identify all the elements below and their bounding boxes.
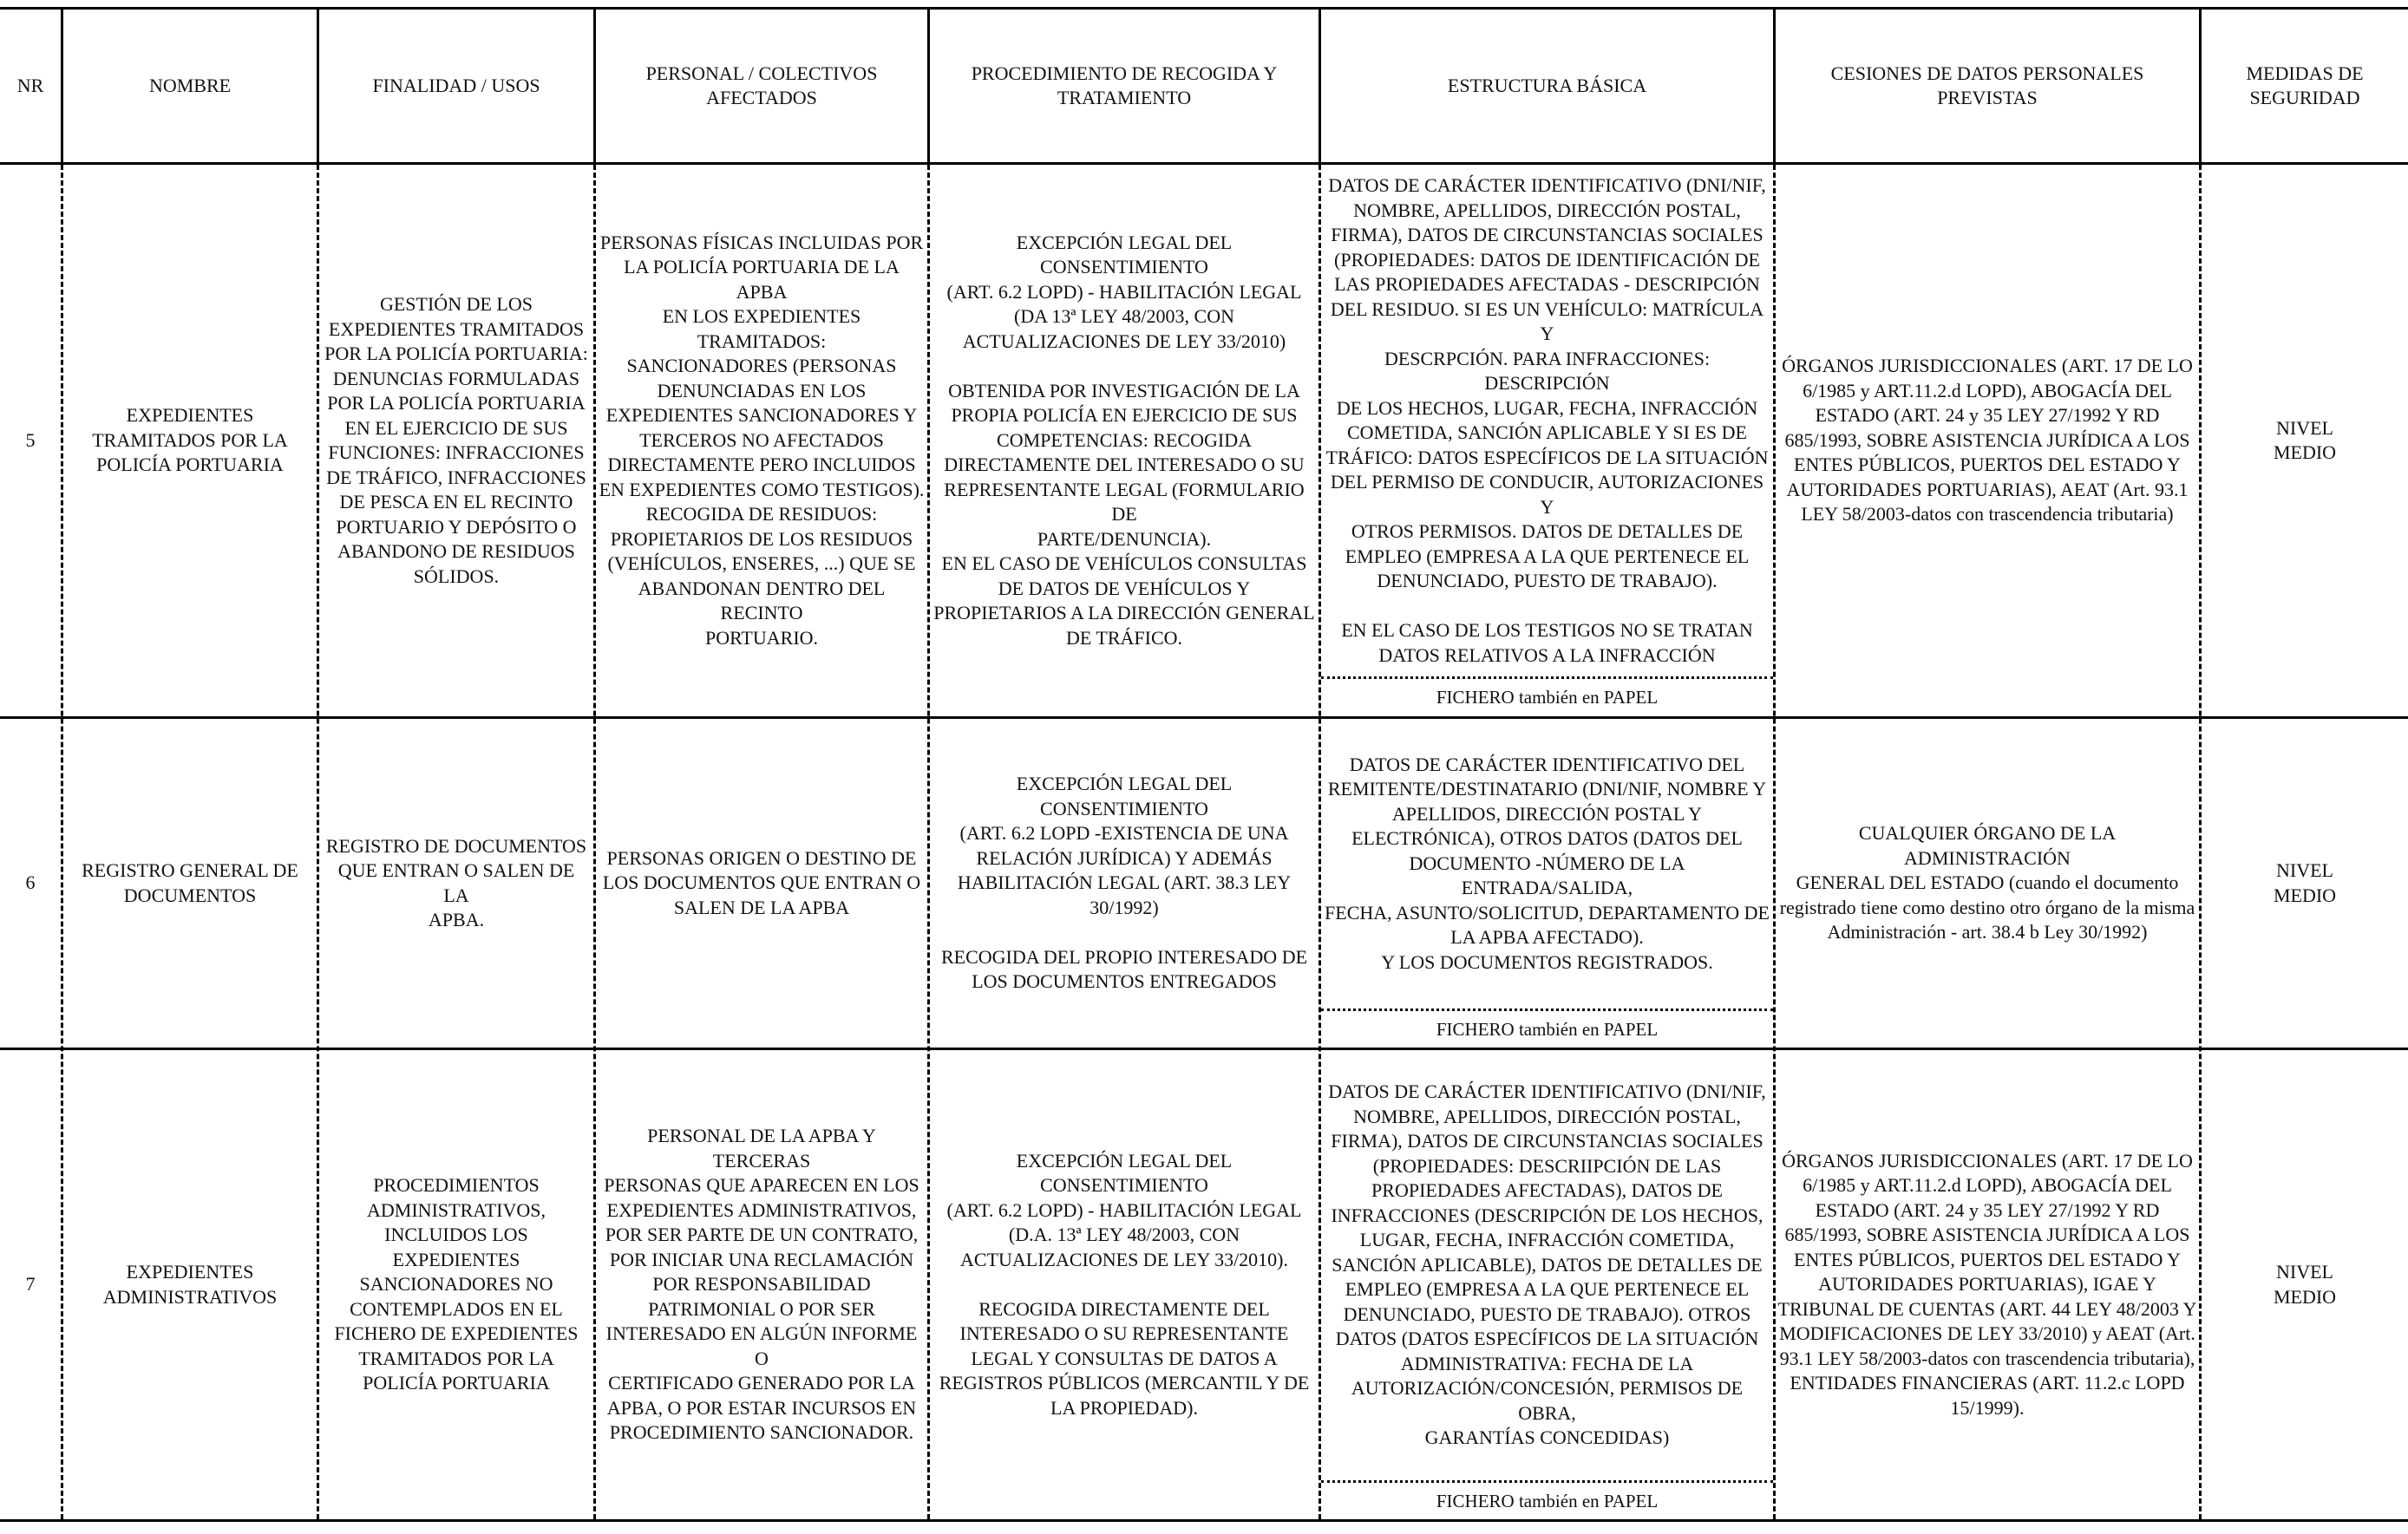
table-row-5-finalidad: GESTIÓN DE LOS EXPEDIENTES TRAMITADOS POR LA POLICÍA PORTUARIA: DENUNCIAS FORMULADAS POR LA POLICÍA PORTUARIA EN EL EJERCICIO DE SUS FUNCIONES: INFRACCIONES DE TRÁFICO, INFRACCIONES DE PESCA EN EL RECINTO PORTUARIO Y DEPÓSITO O ABANDONO DE RESIDUOS SÓLIDOS. xyxy=(324,293,588,587)
header-personal: PERSONAL / COLECTIVOS AFECTADOS xyxy=(645,62,878,108)
table-row-7-procedimiento: EXCEPCIÓN LEGAL DEL CONSENTIMIENTO (ART. 6.2 LOPD) - HABILITACIÓN LEGAL (D.A. 13ª LEY 48/2003, CON ACTUALIZACIONES DE LEY 33/2010). RECOGIDA DIRECTAMENTE DEL INTERESADO O SU REPRESENTANTE LEGAL Y CONSULTAS DE DATOS A REGISTROS PÚBLICOS (MERCANTIL Y DE LA PROPIEDAD). xyxy=(939,1149,1310,1419)
table-row-6-personal: PERSONAS ORIGEN O DESTINO DE LOS DOCUMENTOS QUE ENTRAN O SALEN DE LA APBA xyxy=(602,846,921,918)
header-estructura: ESTRUCTURA BÁSICA xyxy=(1447,75,1647,96)
table-row-5-estructura: DATOS DE CARÁCTER IDENTIFICATIVO (DNI/NIF, NOMBRE, APELLIDOS, DIRECCIÓN POSTAL, FIRMA), DATOS DE CIRCUNSTANCIAS SOCIALES (PROPIEDADES: DATOS DE IDENTIFICACIÓN DE LAS PROPIEDADES AFECTADAS - DESCRIPCIÓN DEL RESIDUO. SI ES UN VEHÍCULO: MATRÍCULA Y DESCRPCIÓN. PARA INFRACCIONES: DESCRIPCIÓN DE LOS HECHOS, LUGAR, FECHA, INFRACCIÓN COMETIDA, SANCIÓN APLICABLE Y SI ES DE TRÁFICO: DATOS ESPECÍFICOS DE LA SITUACIÓN DEL PERMISO DE CONDUCIR, AUTORIZACIONES Y OTROS PERMISOS. DATOS DE DETALLES DE EMPLEO (EMPRESA A LA QUE PERTENECE EL DENUNCIADO, PUESTO DE TRABAJO). EN EL CASO DE LOS TESTIGOS NO SE TRATAN DATOS RELATIVOS A LA INFRACCIÓN xyxy=(1325,174,1769,666)
table-row-7-nombre: EXPEDIENTES ADMINISTRATIVOS xyxy=(102,1261,278,1308)
table-row-5-procedimiento: EXCEPCIÓN LEGAL DEL CONSENTIMIENTO (ART. 6.2 LOPD) - HABILITACIÓN LEGAL (DA 13ª LEY 48/2003, CON ACTUALIZACIONES DE LEY 33/2010) OBTENIDA POR INVESTIGACIÓN DE LA PROPIA POLICÍA EN EJERCICIO DE SUS COMPETENCIAS: RECOGIDA DIRECTAMENTE DEL INTERESADO O SU REPRESENTANTE LEGAL (FORMULARIO DE PARTE/DENUNCIA). EN EL CASO DE VEHÍCULOS CONSULTAS DE DATOS DE VEHÍCULOS Y PROPIETARIOS A LA DIRECCIÓN GENERAL DE TRÁFICO. xyxy=(933,231,1315,649)
table-row-5-fichero: FICHERO también en PAPEL xyxy=(1436,687,1659,708)
header-procedimiento: PROCEDIMIENTO DE RECOGIDA Y TRATAMIENTO xyxy=(971,62,1278,108)
table-row-7-estructura: DATOS DE CARÁCTER IDENTIFICATIVO (DNI/NIF, NOMBRE, APELLIDOS, DIRECCIÓN POSTAL, FIRMA), DATOS DE CIRCUNSTANCIAS SOCIALES (PROPIEDADES: DESCRIIPCIÓN DE LAS PROPIEDADES AFECTADAS), DATOS DE INFRACCIONES (DESCRIPCIÓN DE LOS HECHOS, LUGAR, FECHA, INFRACCIÓN COMETIDA, SANCIÓN APLICABLE), DATOS DE DETALLES DE EMPLEO (EMPRESA A LA QUE PERTENECE EL DENUNCIADO, PUESTO DE TRABAJO). OTROS DATOS (DATOS ESPECÍFICOS DE LA SITUACIÓN ADMINISTRATIVA: FECHA DE LA AUTORIZACIÓN/CONCESIÓN, PERMISOS DE OBRA, GARANTÍAS CONCEDIDAS) xyxy=(1328,1080,1766,1449)
table-row-6-estructura: DATOS DE CARÁCTER IDENTIFICATIVO DEL REMITENTE/DESTINATARIO (DNI/NIF, NOMBRE Y APELLIDOS, DIRECCIÓN POSTAL Y ELECTRÓNICA), OTROS DATOS (DATOS DEL DOCUMENTO -NÚMERO DE LA ENTRADA/SALIDA, FECHA, ASUNTO/SOLICITUD, DEPARTAMENTO DE LA APBA AFECTADO). Y LOS DOCUMENTOS REGISTRADOS. xyxy=(1325,753,1770,973)
header-nr: NR xyxy=(16,75,44,96)
table-bottom-border xyxy=(0,1519,2408,1522)
table-row-5-personal: PERSONAS FÍSICAS INCLUIDAS POR LA POLICÍA PORTUARIA DE LA APBA EN LOS EXPEDIENTES TRAMITADOS: SANCIONADORES (PERSONAS DENUNCIADAS EN LOS EXPEDIENTES SANCIONADORES Y TERCEROS NO AFECTADOS DIRECTAMENTE PERO INCLUIDOS EN EXPEDIENTES COMO TESTIGOS). RECOGIDA DE RESIDUOS: PROPIETARIOS DE LOS RESIDUOS (VEHÍCULOS, ENSERES, ...) QUE SE ABANDONAN DENTRO DEL RECINTO PORTUARIO. xyxy=(599,231,925,649)
header-nombre: NOMBRE xyxy=(148,75,232,96)
table-row-6-fichero: FICHERO también en PAPEL xyxy=(1436,1018,1659,1040)
header-finalidad: FINALIDAD / USOS xyxy=(372,75,540,96)
table-row-7-fichero: FICHERO también en PAPEL xyxy=(1436,1490,1659,1511)
table-row-6-medidas: NIVEL MEDIO xyxy=(2273,859,2337,906)
table-row-5-cesiones: ÓRGANOS JURISDICCIONALES (ART. 17 DE LO 6/1985 y ART.11.2.d LOPD), ABOGACÍA DEL ESTADO (ART. 24 y 35 LEY 27/1992 Y RD 685/1993, SOBRE ASISTENCIA JURÍDICA A LOS ENTES PÚBLICOS, PUERTOS DEL ESTADO Y AUTORIDADES PORTUARIAS), AEAT (Art. 93.1 LEY 58/2003-datos con trascendencia tributaria) xyxy=(1782,355,2193,525)
table-row-6-procedimiento: EXCEPCIÓN LEGAL DEL CONSENTIMIENTO (ART. 6.2 LOPD -EXISTENCIA DE UNA RELACIÓN JURÍDICA) Y ADEMÁS HABILITACIÓN LEGAL (ART. 38.3 LEY 30/1992) RECOGIDA DEL PROPIO INTERESADO DE LOS DOCUMENTOS ENTREGADOS xyxy=(940,773,1308,993)
table-row-5-nombre: EXPEDIENTES TRAMITADOS POR LA POLICÍA PORTUARIA xyxy=(92,404,288,476)
table-row-6-finalidad: REGISTRO DE DOCUMENTOS QUE ENTRAN O SALEN DE LA APBA. xyxy=(325,834,587,930)
table-row-5-nr: 5 xyxy=(25,428,36,451)
table-row-6-cesiones: CUALQUIER ÓRGANO DE LA ADMINISTRACIÓN GENERAL DEL ESTADO (cuando el documento registrado tiene como destino otro órgano de la misma Administración - art. 38.4 b Ley 30/1992) xyxy=(1779,822,2195,943)
table-row-7-medidas: NIVEL MEDIO xyxy=(2273,1261,2337,1308)
table-row-6-nr: 6 xyxy=(25,871,36,894)
header-cesiones: CESIONES DE DATOS PERSONALES PREVISTAS xyxy=(1830,62,2144,108)
table-row-5-medidas: NIVEL MEDIO xyxy=(2273,416,2337,463)
table-row-7-personal: PERSONAL DE LA APBA Y TERCERAS PERSONAS QUE APARECEN EN LOS EXPEDIENTES ADMINISTRATIVOS, POR SER PARTE DE UN CONTRATO, POR INICIAR UNA RECLAMACIÓN POR RESPONSABILIDAD PATRIMONIAL O POR SER INTERESADO EN ALGÚN INFORME O CERTIFICADO GENERADO POR LA APBA, O POR ESTAR INCURSOS EN PROCEDIMIENTO SANCIONADOR. xyxy=(604,1125,919,1444)
header-medidas: MEDIDAS DE SEGURIDAD xyxy=(2246,62,2364,108)
table-row-7-cesiones: ÓRGANOS JURISDICCIONALES (ART. 17 DE LO 6/1985 y ART.11.2.d LOPD), ABOGACÍA DEL ESTADO (ART. 24 y 35 LEY 27/1992 Y RD 685/1993, SOBRE ASISTENCIA JURÍDICA A LOS ENTES PÚBLICOS, PUERTOS DEL ESTADO Y AUTORIDADES PORTUARIAS), IGAE Y TRIBUNAL DE CUENTAS (ART. 44 LEY 48/2003 Y MODIFICACIONES DE LEY 33/2010) y AEAT (Art. 93.1 LEY 58/2003-datos con trascendencia tributaria), ENTIDADES FINANCIERAS (ART. 11.2.c LOPD 15/1999). xyxy=(1777,1149,2197,1419)
table-row-7-finalidad: PROCEDIMIENTOS ADMINISTRATIVOS, INCLUIDOS LOS EXPEDIENTES SANCIONADORES NO CONTEMPLADOS EN EL FICHERO DE EXPEDIENTES TRAMITADOS POR LA POLICÍA PORTUARIA xyxy=(334,1174,579,1394)
table-row-7-nr: 7 xyxy=(25,1273,36,1296)
table-row-6-nombre: REGISTRO GENERAL DE DOCUMENTOS xyxy=(82,859,298,906)
